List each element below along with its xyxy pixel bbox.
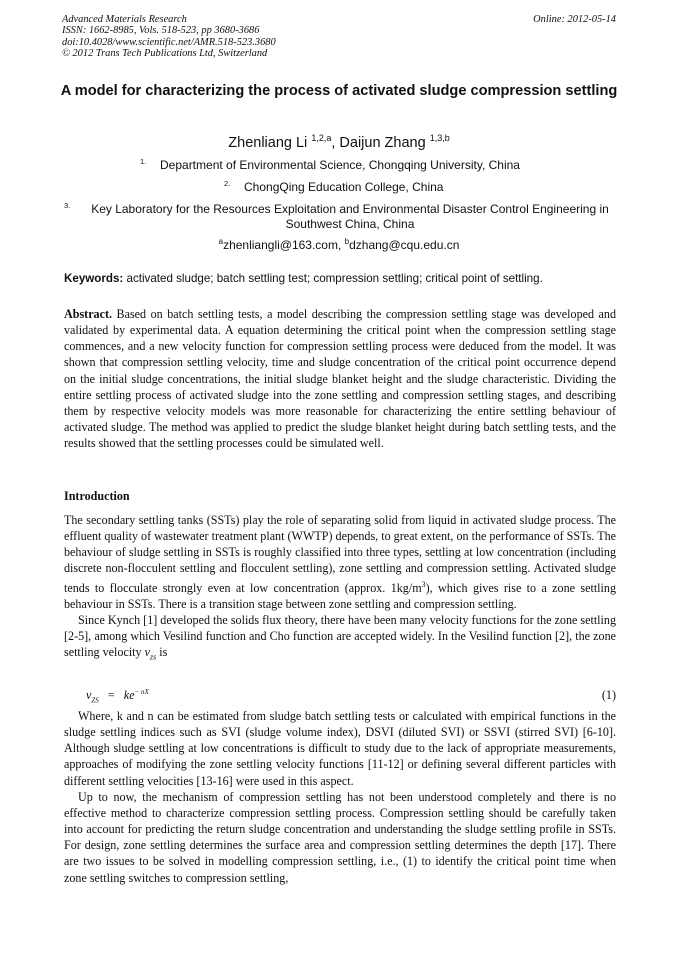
introduction-body-continued (64, 708, 616, 886)
email-separator: , (337, 238, 345, 252)
author-name: Zhenliang Li (228, 134, 308, 151)
paragraph: Up to now, the mechanism of compression settling has not been understood completely and there is no effective method to characterize compression settling process. Compression settling should be carefully taken into account for predicting the return sludge concentration and understanding the sludge settling profile in SSTs. For design, zone settling determines the surface area and compression settling determines the depth [17]. There are two issues to be solved in modelling compression settling, i.e., (1) to identify the critical point time when zone settling switches to compression settling, (64, 789, 616, 885)
keywords-label: Keywords: (64, 272, 124, 285)
affiliation-number: 3. (64, 201, 71, 210)
issn-line: ISSN: 1662-8985, Vols. 518-523, pp 3680-3686 (62, 25, 260, 37)
affiliation-text: Key Laboratory for the Resources Exploitation and Environmental Disaster Control Engineering in Southwest China, China (91, 202, 609, 231)
abstract-label: Abstract. (64, 307, 113, 321)
journal-header (62, 14, 616, 59)
affiliation-number: 2. (224, 179, 231, 188)
abstract (64, 306, 616, 451)
affiliation-3 (64, 202, 616, 231)
email-address: zhenliangli@163.com (223, 238, 338, 252)
email-address: dzhang@cqu.edu.cn (349, 238, 460, 252)
equation-expression: $v_{ZS}$ = $ke^{- nX}$ (86, 688, 149, 705)
affiliation-2 (224, 179, 444, 195)
online-date: Online: 2012-05-14 (533, 14, 616, 25)
affiliation-text: Department of Environmental Science, Chongqing University, China (160, 158, 520, 172)
author-affiliation-marker: 1,2,a (311, 133, 332, 143)
paragraph: Where, k and n can be estimated from sludge batch settling tests or calculated with empirical functions in the sludge settling indices such as SVI (sludge volume index), DSVI (diluted SVI) or SSVI (stirred SVI) [6-10]. Although sludge settling at low concentrations is difficult to study due to the lack of appropriate measurements, approaches of modifying the zone settling velocity functions [11-12] or defining several different particles with different settling velocities [13-16] were used in this aspect. (64, 709, 616, 788)
email-marker: a (218, 237, 224, 246)
section-heading-introduction: Introduction (64, 489, 130, 503)
journal-name: Advanced Materials Research (62, 14, 187, 25)
affiliation-text: ChongQing Education College, China (244, 180, 444, 194)
author-separator: , (331, 134, 340, 151)
abstract-text: Based on batch settling tests, a model describing the compression settling stage was developed and validated by experimental data. A equation determining the critical point when the compression settling stage commences, and a new velocity function for compression settling process were deduced from the model. It was shown that compression settling velocity, time and sludge concentration of the critical point occurrence depend on the initial sludge concentrations, the initial sludge blanket height and the sludge characteristic. Dividing the entire settling process of activated sludge into the zone settling and compression settling stages, and describing them by respective velocity models was more reasonable for characterizing the entire settling behaviour of activated sludge. The method was applied to predict the sludge blanket height during batch settling tests, and the results showed that the settling processes could be simulated well. (64, 307, 616, 451)
email-marker: b (344, 237, 350, 246)
affiliation-1 (140, 157, 520, 173)
copyright-line: © 2012 Trans Tech Publications Ltd, Switzerland (62, 47, 268, 59)
affiliation-number: 1. (140, 157, 147, 166)
paper-title: A model for characterizing the process of activated sludge compression settling (60, 83, 618, 99)
introduction-body (64, 512, 616, 666)
equation-1 (86, 688, 616, 706)
equation-number: (1) (601, 688, 616, 702)
keywords (64, 271, 616, 286)
email-line (60, 234, 618, 253)
paragraph: Since Kynch [1] developed the solids flux theory, there have been many velocity functions for the zone settling [2-5], among which Vesilind function and Cho function are accepted widely. In the Vesilind function [2], the zone settling velocity $v_{zs}$ is (64, 612, 616, 662)
paragraph: The secondary settling tanks (SSTs) play the role of separating solid from liquid in activated sludge process. The effluent quality of wastewater treatment plant (WWTP) depends, to great extent, on the performance of SSTs. The behaviour of sludge settling in SSTs is roughly classified into three types, settling at low concentration (including discrete non-flocculent settling and flocculent settling), zone settling and compression settling. Activated sludge tends to flocculate strongly even at low concentration (approx. $1kg/m^3$), which gives rise to a zone settling behaviour in SSTs. There is a transition stage between zone settling and compression settling. (64, 513, 616, 611)
author-name: Daijun Zhang (339, 134, 426, 151)
doi-line: doi:10.4028/www.scientific.net/AMR.518-523.3680 (62, 36, 276, 48)
keywords-text: activated sludge; batch settling test; compression settling; critical point of settling. (123, 272, 543, 285)
author-list (60, 128, 618, 153)
author-affiliation-marker: 1,3,b (429, 133, 450, 143)
